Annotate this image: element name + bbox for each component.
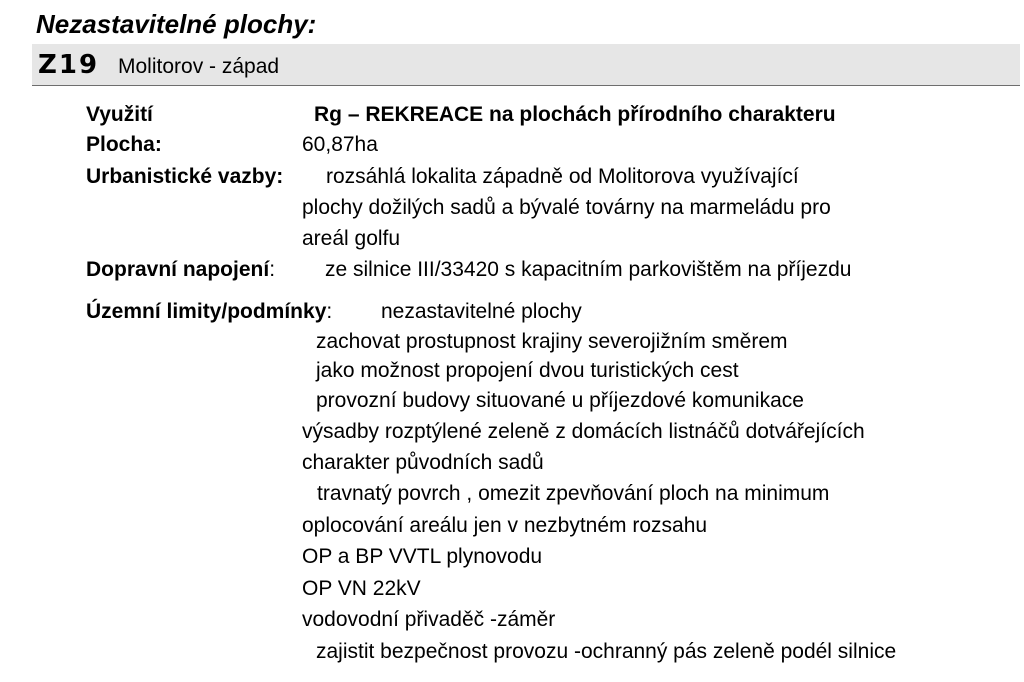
uzemni-limity-line: jako možnost propojení dvou turistických cest: [316, 359, 739, 382]
dopravni-napojeni-value: ze silnice III/33420 s kapacitním parkovištěm na příjezdu: [325, 258, 852, 281]
plot-name: Molitorov - západ: [118, 55, 280, 78]
dopravni-napojeni-separator: :: [269, 258, 276, 281]
uzemni-limity-row: [86, 298, 332, 326]
uzemni-limity-line: zajistit bezpečnost provozu -ochranný pás zeleně podél silnice: [316, 640, 897, 663]
urbanisticke-vazby-line: areál golfu: [302, 227, 401, 250]
uzemni-limity-line: oplocování areálu jen v nezbytném rozsahu: [302, 514, 708, 537]
urbanisticke-vazby-label: Urbanistické vazby:: [86, 165, 284, 188]
uzemni-limity-line: provozní budovy situované u příjezdové komunikace: [316, 389, 804, 412]
plocha-label: Plocha:: [86, 133, 162, 156]
uzemni-limity-label: Územní limity/podmínky: [86, 300, 327, 323]
vyuziti-value: Rg – REKREACE na plochách přírodního charakteru: [314, 103, 836, 126]
plocha-value: 60,87ha: [302, 133, 378, 156]
uzemni-limity-line: travnatý povrch , omezit zpevňování ploch na minimum: [317, 482, 830, 505]
plot-code: Z19: [38, 50, 100, 80]
section-title: Nezastavitelné plochy:: [36, 9, 317, 39]
urbanisticke-vazby-line: rozsáhlá lokalita západně od Molitorova využívající: [326, 165, 799, 188]
uzemni-limity-line: charakter původních sadů: [302, 451, 544, 474]
uzemni-limity-line: zachovat prostupnost krajiny severojižním směrem: [316, 330, 788, 353]
uzemni-limity-line: vodovodní přivaděč -záměr: [302, 608, 556, 631]
uzemni-limity-line: OP a BP VVTL plynovodu: [302, 545, 543, 568]
uzemni-limity-separator: :: [326, 300, 333, 323]
uzemni-limity-line: výsadby rozptýlené zeleně z domácích listnáčů dotvářejících: [302, 420, 865, 443]
urbanisticke-vazby-line: plochy dožilých sadů a bývalé továrny na marmeládu pro: [302, 196, 831, 219]
plot-header: [32, 44, 1020, 86]
uzemni-limity-line: OP VN 22kV: [302, 577, 421, 600]
dopravni-napojeni-label: Dopravní napojení: [86, 258, 270, 281]
uzemni-limity-line: nezastavitelné plochy: [381, 300, 582, 323]
dopravni-napojeni-row: [86, 256, 275, 284]
vyuziti-label: Využití: [86, 103, 153, 126]
